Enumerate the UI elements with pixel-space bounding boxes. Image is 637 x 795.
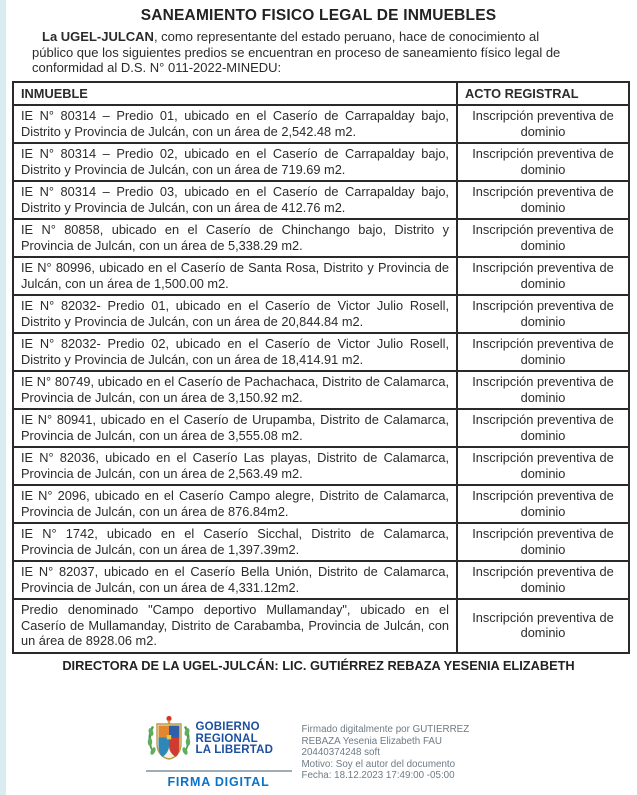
table-row bbox=[13, 257, 629, 295]
inmueble-cell: IE N° 80749, ubicado en el Caserío de Pachachaca, Distrito de Calamarca, Provincia de Julcán, con un área de 3,150.92 m2. bbox=[13, 371, 457, 409]
signature-detail-line: Fecha: 18.12.2023 17:49:00 -05:00 bbox=[301, 770, 455, 781]
table-row bbox=[13, 447, 629, 485]
scan-edge-artifact bbox=[0, 0, 6, 795]
inmueble-cell: IE N° 82032- Predio 01, ubicado en el Caserío de Victor Julio Rosell, Distrito y Provincia de Julcán, con un área de 20,844.84 m2. bbox=[13, 295, 457, 333]
inmueble-cell: IE N° 80996, ubicado en el Caserío de Santa Rosa, Distrito y Provincia de Julcán, con un área de 1,500.00 m2. bbox=[13, 257, 457, 295]
intro-entity: La UGEL-JULCAN bbox=[42, 29, 154, 44]
acto-registral-cell: Inscripción preventiva de dominio bbox=[457, 333, 629, 371]
table-row bbox=[13, 295, 629, 333]
column-header-acto-registral: ACTO REGISTRAL bbox=[457, 82, 629, 106]
table-row bbox=[13, 409, 629, 447]
inmueble-cell: IE N° 2096, ubicado en el Caserío Campo alegre, Distrito de Calamarca, Provincia de Julcán, con un área de 876.84m2. bbox=[13, 485, 457, 523]
acto-registral-cell: Inscripción preventiva de dominio bbox=[457, 105, 629, 143]
signature-detail-line: 20440374248 soft bbox=[301, 747, 380, 758]
acto-registral-cell: Inscripción preventiva de dominio bbox=[457, 447, 629, 485]
coat-of-arms-icon bbox=[146, 712, 192, 767]
inmueble-cell: Predio denominado "Campo deportivo Mullamanday", ubicado en el Caserío de Mullamanday, Distrito de Carabamba, Provincia de Julcán, con un área de 8928.06 m2. bbox=[13, 599, 457, 653]
acto-registral-cell: Inscripción preventiva de dominio bbox=[457, 181, 629, 219]
inmueble-cell: IE N° 82032- Predio 02, ubicado en el Caserío de Victor Julio Rosell, Distrito y Provincia de Julcán, con un área de 18,414.91 m2. bbox=[13, 333, 457, 371]
org-name-text bbox=[196, 722, 274, 757]
inmueble-cell: IE N° 82036, ubicado en el Caserío Las playas, Distrito de Calamarca, Provincia de Julcán, con un área de 2,563.49 m2. bbox=[13, 447, 457, 485]
signature-details bbox=[302, 712, 492, 789]
inmueble-cell: IE N° 80314 – Predio 03, ubicado en el Caserío de Carrapalday bajo, Distrito y Provincia de Julcán, con un área de 412.76 m2. bbox=[13, 181, 457, 219]
acto-registral-cell: Inscripción preventiva de dominio bbox=[457, 143, 629, 181]
acto-registral-cell: Inscripción preventiva de dominio bbox=[457, 523, 629, 561]
signature-detail-line: REBAZA Yesenia Elizabeth FAU bbox=[301, 735, 443, 747]
gobierno-regional-logo bbox=[146, 712, 292, 789]
intro-paragraph bbox=[32, 29, 567, 76]
directora-line: DIRECTORA DE LA UGEL-JULCÁN: LIC. GUTIÉRREZ REBAZA YESENIA ELIZABETH bbox=[62, 657, 575, 673]
inmueble-cell: IE N° 82037, ubicado en el Caserío Bella Unión, Distrito de Calamarca, Provincia de Julcán, con un área de 4,331.12m2. bbox=[13, 561, 457, 599]
acto-registral-cell: Inscripción preventiva de dominio bbox=[457, 295, 629, 333]
page-title: SANEAMIENTO FISICO LEGAL DE INMUEBLES bbox=[140, 7, 497, 24]
table-row bbox=[13, 523, 629, 561]
inmueble-cell: IE N° 80941, ubicado en el Caserío de Urupamba, Distrito de Calamarca, Provincia de Julcán, con un área de 3,555.08 m2. bbox=[13, 409, 457, 447]
inmueble-cell: IE N° 1742, ubicado en el Caserío Sicchal, Distrito de Calamarca, Provincia de Julcán, con un área de 1,397.39m2. bbox=[13, 523, 457, 561]
table-row bbox=[13, 143, 629, 181]
inmueble-cell: IE N° 80858, ubicado en el Caserío de Chinchango bajo, Distrito y Provincia de Julcán, con un área de 5,338.29 m2. bbox=[13, 219, 457, 257]
table-row bbox=[13, 371, 629, 409]
logo-divider bbox=[146, 770, 292, 772]
inmueble-cell: IE N° 80314 – Predio 01, ubicado en el Caserío de Carrapalday bajo, Distrito y Provincia de Julcán, con un área de 2,542.48 m2. bbox=[13, 105, 457, 143]
acto-registral-cell: Inscripción preventiva de dominio bbox=[457, 485, 629, 523]
acto-registral-cell: Inscripción preventiva de dominio bbox=[457, 409, 629, 447]
properties-table bbox=[12, 81, 630, 654]
org-line-1: GOBIERNO bbox=[195, 721, 260, 734]
digital-signature-block bbox=[0, 712, 637, 789]
signature-detail-line: Motivo: Soy el autor del documento bbox=[301, 758, 456, 770]
acto-registral-cell: Inscripción preventiva de dominio bbox=[457, 561, 629, 599]
table-row bbox=[13, 561, 629, 599]
signature-detail-line: Firmado digitalmente por GUTIERREZ bbox=[301, 724, 470, 735]
table-row bbox=[13, 485, 629, 523]
acto-registral-cell: Inscripción preventiva de dominio bbox=[457, 599, 629, 653]
acto-registral-cell: Inscripción preventiva de dominio bbox=[457, 371, 629, 409]
org-line-3: LA LIBERTAD bbox=[195, 744, 274, 757]
table-row bbox=[13, 599, 629, 653]
intro-text: , como representante del estado peruano, hace de conocimiento al público que los siguientes predios se encuentran en proceso de saneamiento físico legal de conformidad al D.S. N° 011-2022-MINEDU: bbox=[32, 29, 561, 75]
acto-registral-cell: Inscripción preventiva de dominio bbox=[457, 219, 629, 257]
table-row bbox=[13, 105, 629, 143]
table-row bbox=[13, 333, 629, 371]
table-row bbox=[13, 219, 629, 257]
table-row bbox=[13, 181, 629, 219]
acto-registral-cell: Inscripción preventiva de dominio bbox=[457, 257, 629, 295]
firma-digital-label: FIRMA DIGITAL bbox=[167, 775, 270, 789]
table-header-row bbox=[13, 82, 629, 106]
org-line-2: REGIONAL bbox=[195, 732, 258, 745]
table-body bbox=[13, 105, 629, 653]
column-header-inmueble: INMUEBLE bbox=[13, 82, 457, 106]
inmueble-cell: IE N° 80314 – Predio 02, ubicado en el Caserío de Carrapalday bajo, Distrito y Provincia de Julcán, con un área de 719.69 m2. bbox=[13, 143, 457, 181]
